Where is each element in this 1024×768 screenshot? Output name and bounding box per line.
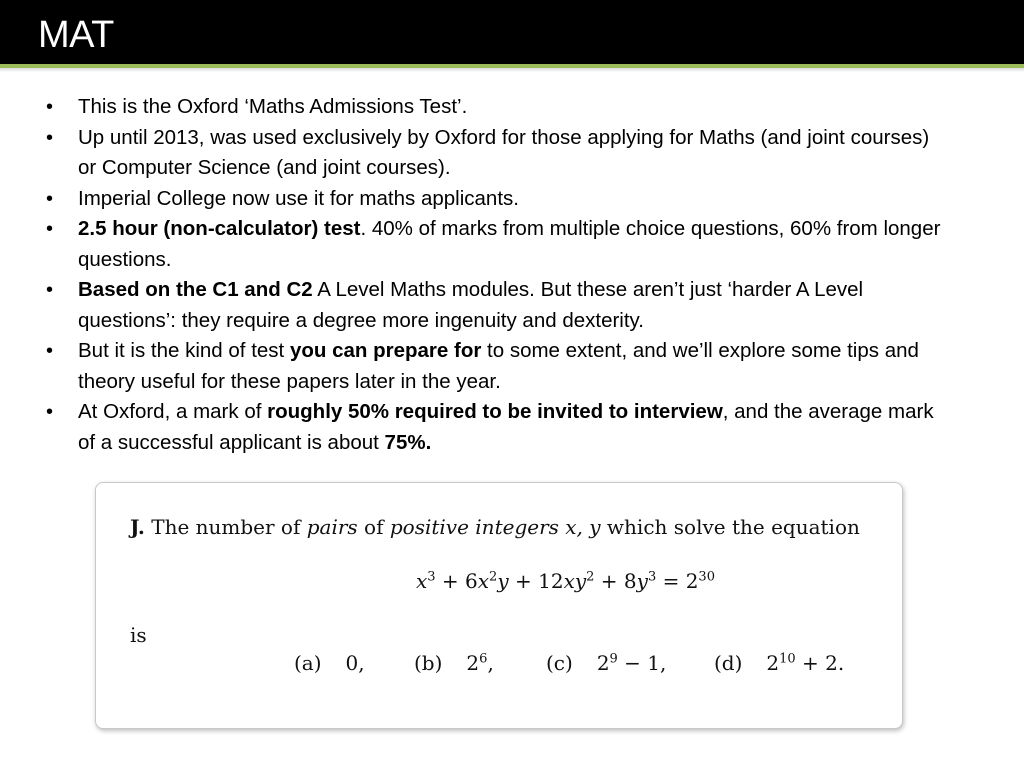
option-exponent: 9 bbox=[609, 651, 618, 667]
option-exponent: 10 bbox=[779, 651, 796, 667]
bullet-bold-text: 2.5 hour (non-calculator) test bbox=[78, 217, 361, 240]
option-exponent: 6 bbox=[479, 651, 488, 667]
problem-text: The number of bbox=[151, 515, 301, 539]
option-label: (d) bbox=[714, 651, 743, 675]
option-label: (a) bbox=[294, 651, 322, 675]
option-label: (b) bbox=[414, 651, 443, 675]
bullet-dot-icon: • bbox=[46, 340, 54, 362]
eq-term: x bbox=[477, 569, 490, 593]
bullet-text: . 40% of marks from multiple choice questions, 60% from longer questions. bbox=[78, 217, 941, 271]
bullet-bold-text: roughly 50% required to be invited to interview bbox=[267, 400, 723, 423]
bullet-text: Imperial College now use it for maths applicants. bbox=[78, 186, 519, 210]
eq-term: y bbox=[636, 569, 648, 593]
option-value: 2 bbox=[596, 651, 610, 675]
option-value: 0, bbox=[345, 651, 365, 675]
bullet-dot-icon: • bbox=[46, 279, 54, 301]
bullet-text: Up until 2013, was used exclusively by Oxford for those applying for Maths (and joint courses) or Computer Science (and joint courses). bbox=[78, 125, 930, 179]
eq-exponent: 3 bbox=[647, 569, 657, 585]
option-value-tail: , bbox=[487, 651, 494, 675]
bullet-item bbox=[44, 92, 944, 123]
bullet-dot-icon: • bbox=[46, 126, 54, 149]
bullet-bold-text: you can prepare for bbox=[289, 339, 482, 362]
bullet-text: , and the average mark of a successful applicant is about bbox=[78, 400, 934, 454]
bullet-text: This is the Oxford ‘Maths Admissions Test’. bbox=[78, 95, 468, 118]
bullet-text: A Level Maths modules. But these aren’t just ‘harder A Level questions’: they require a degree more ingenuity and dexterity. bbox=[78, 278, 864, 332]
option-c bbox=[546, 651, 666, 675]
bullet-dot-icon: • bbox=[46, 218, 54, 240]
eq-exponent: 30 bbox=[698, 569, 715, 585]
option-value-tail: − 1, bbox=[617, 651, 667, 675]
problem-text: of bbox=[364, 515, 384, 539]
eq-exponent: 3 bbox=[427, 569, 436, 585]
title-bar bbox=[0, 0, 1024, 64]
option-value: 2 bbox=[466, 651, 480, 675]
eq-operator: + 12 bbox=[508, 569, 564, 593]
option-a bbox=[294, 651, 365, 675]
problem-text: which solve the equation bbox=[606, 515, 860, 539]
option-d bbox=[714, 651, 844, 675]
problem-equation bbox=[416, 569, 715, 593]
bullet-dot-icon: • bbox=[46, 401, 54, 423]
option-b bbox=[414, 651, 494, 675]
eq-term: x bbox=[416, 569, 428, 593]
problem-statement bbox=[130, 515, 860, 539]
title-shadow bbox=[0, 68, 1024, 72]
eq-operator: + 8 bbox=[594, 569, 637, 593]
eq-operator: = 2 bbox=[656, 569, 699, 593]
option-value: 2 bbox=[766, 651, 780, 675]
bullet-item bbox=[44, 214, 944, 275]
bullet-text: to some extent, and we’ll explore some tips and theory useful for these papers later in the year. bbox=[78, 339, 919, 393]
problem-label: J. bbox=[130, 515, 145, 539]
eq-exponent: 2 bbox=[489, 569, 498, 585]
problem-image bbox=[95, 482, 903, 729]
bullet-bold-text: 75%. bbox=[384, 430, 432, 454]
problem-is-text: is bbox=[130, 623, 147, 647]
option-label: (c) bbox=[546, 651, 573, 675]
bullet-item bbox=[44, 397, 944, 458]
eq-exponent: 2 bbox=[586, 569, 595, 585]
bullet-item bbox=[44, 336, 944, 397]
slide-title: MAT bbox=[38, 14, 114, 56]
eq-operator: + 6 bbox=[435, 569, 478, 593]
bullet-bold-text: Based on the C1 and C2 bbox=[78, 278, 313, 301]
option-value-tail: + 2. bbox=[795, 651, 845, 675]
bullet-text: But it is the kind of test bbox=[78, 339, 290, 362]
eq-term: xy bbox=[563, 569, 587, 593]
bullet-dot-icon: • bbox=[46, 187, 54, 210]
problem-text-italic: pairs bbox=[306, 515, 358, 539]
problem-text-italic: positive integers x, y bbox=[389, 515, 601, 539]
eq-term: y bbox=[497, 569, 509, 593]
bullet-item bbox=[44, 184, 944, 215]
bullet-dot-icon: • bbox=[46, 96, 54, 118]
bullet-text: At Oxford, a mark of bbox=[78, 400, 268, 423]
bullet-list bbox=[44, 92, 944, 458]
bullet-item bbox=[44, 275, 944, 336]
bullet-item bbox=[44, 123, 944, 184]
